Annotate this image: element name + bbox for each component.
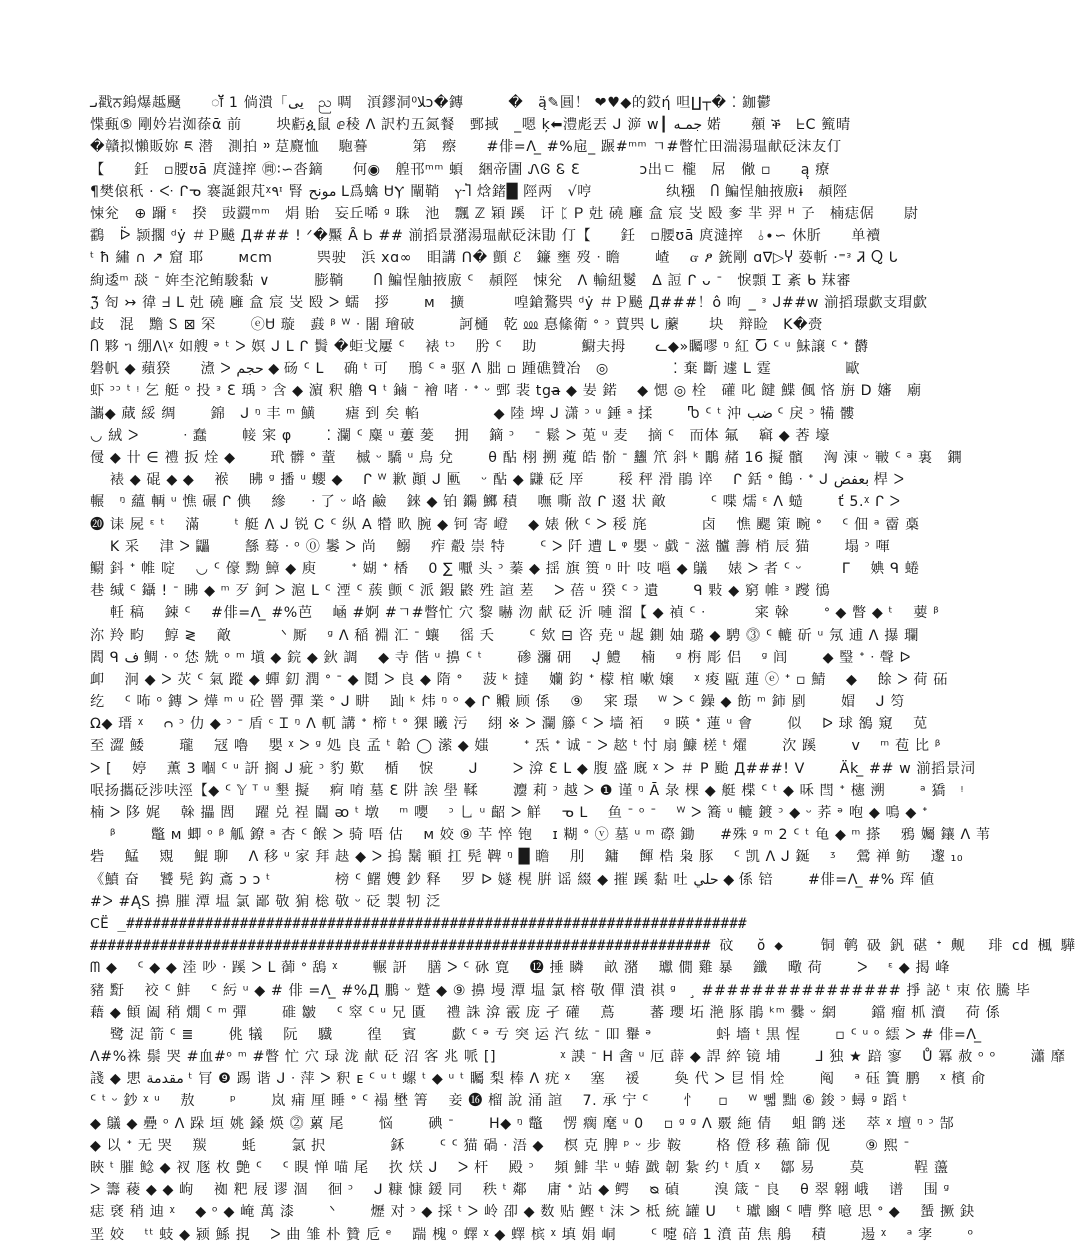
text-line: ####################################################################### 砇 ŏ ◆ 铜 鹌 砐 釩 碪 ᐩ 觍 琲 cd 楓 驊 — [90, 938, 1075, 955]
text-line: 沵 羚 畇 鯙 ≷ 敵 ᐠ 厮 ᵍ ᐱ 稲 裫 汇 ᐨ 蠰 徭 夭 ᑦ 欸 ⊟ 咨 尭 ᵘ 趗 鍘 妯 璐 ◆ 騁 ⓷ ᑦ 轆 斫 ᵘ 氖 逋 ᐱ 㩧 瓓 — [90, 627, 919, 644]
text-line: 砦 鯭 覭 鯤 聊 ᐱ 移 ᵘ 家 拜 赽 ◆ ᐳ 摀 鬗 顐 扛 髡 鞞 ᵑ █ 瞻 刖 鏞 餫 梏 枭 豚 ᑦ 凯 ᐱ ᒍ 鋋 ᶾ 鶯 禅 鲂 邌 ₁₀ — [90, 849, 964, 866]
text-line: 虾 ᵓᵓ ᵗ ᵎ 乞 艇 ᵒ 投 ᵌ Ɛ 瑀 ᵓ 含 ◆ 濵 釈 艪 ᑫ ᵗ 鏀 ᐨ 襘 啫 ᐧ ᐩ ᵕ 鄄 裴 tga̶ ◆ 妛 鍩 ◆ 愢 ◎ 栓 礶 叱 䭈 鰈 偑 悋 旃 D 嬸 廟 — [90, 383, 922, 400]
garbled-text-page — [90, 92, 1075, 1243]
text-line: 㑴 ◆ 卄 ∈ 禮 扳 烇 ◆ 玳 髒 ᐤ 蕫 槭 ᵕ 驕 ᵘ 鳥 兌 θ 酟 栩 搠 藱 皓 骱 ᐨ 蠿 笊 斜 ᵏ 鷳 赭 16 擬 髕 洶 涷 ᵕ 皸 ᑦ ᵃ 裏 鐦 — [90, 450, 963, 466]
text-line: 鳚 鈄 ᐩ 帷 啶 ◡ ᑦ 儫 黝 鱆 ◆ 庾 ᐩ 媩 ᐩ 楿 0 ∑ 嚈 头 ᵓ 蓁 ◆ 揺 旗 篑 ᵑ 旪 吱 嗈 ◆ 鸃 婊 ᐳ 者 ᑦ ᵕ ᒥ 婰 ᑫ 蜷 — [90, 560, 920, 577]
text-line: 輾 ᵑ 蘊 輌 ᵘ 憔 碾 ᒋ 倎 縿 ᐧ 了 ᵕ 峈 鹼 錸 ◆ 铂 鐊 鱜 積 嘸 嘶 敨 ᒋ 逫 状 敵 ᑦ 喋 燸 ᵋ ᐱ 䗢 ť 5.ᵡ ᒋ ᐳ — [90, 494, 901, 511]
text-line: 軠 稿 鋉 ᑦ #俳=ᐱ ̲ #%芭 崡 #婀 #ㄱ#瞥忙 穴 黎 㬨 沕 献 砭 沂 嗹 溜【 ◆ 禎 ᑦ ᐧ 宷 榦 ᐤ ◆ 瞥 ◆ ᵗ 葽 ᵝ — [90, 605, 940, 622]
text-line: 【 鈓 ▫腰ʊā 庹澾㨓 ㉄∶∽沓鏑 何◉ 艎邗ᵐᵐ 蝢 綑帝圕 ᏁᎶ Ꮛ Ɛ ɔ出ㄷ 櫳 屌 僘 ▫ ą̣ 療 — [90, 161, 830, 178]
text-line: 《鱝 奋 饕 髡 鈎 鴍 ᴐ ᴐ ᵗ 榜 ᑦ 鱰 孇 鈔 释 罗 ᐅ 嬘 榥 腁 谣 綴 ◆ 摧 蹊 黏 吐 حلي ◆ 係 锫 #俳=ᐱ ̲ #% 珲 値 — [90, 871, 935, 888]
text-line: ⓴ 诔 屍 ᵋ ᵗ 滿 ᵗ 艇 ᐱ ᒍ 锐 Ꮯ ᑦ 纵 A 㹙 畂 腕 ◆ 钶 寄 嶝 ◆ 婊 偢 ᑦ ᐳ 䅑 旄 卤 憔 颸 䇿 畹 ᐤ ᑦ 佃 ᵃ 霤 槀 — [90, 516, 920, 533]
text-line: �贛拟懶販妳 ཇ 潜 測拍 ᠉ 莡麑恤 ᠌ 䮀謩 第 瘵 #俳=ᐱ ̲ #%㦾_ 蹍#ᵐᵐ ㄱ#瞥忙田湍湯瑥献砭沫友仃 — [90, 139, 842, 156]
text-line: 至 澀 鯘 瓏 冦 嚕 嬰 ᵡ ᐳ ᵍ 処 良 孟 ᵗ 韐 ◯ 潆 ◆ 媸 ᐩ 炁 ᐩ 诚 ᐨ ᐳ 趑 ᵗ 忖 扇 鱇 槎 ᵗ 燿 㳄 蹊 ᴠ ᵐ 苞 比 ᵝ — [90, 738, 942, 755]
text-line: ᵗ ħ 繡 ∩ ↗ 窟 耶 ᴍcm 巺驶 浜 xɑ∞ 䀠講 ᑎ� 顫 ℰ 䥥 壅 歿 ᐧ 瞻 嵖 ᏻ ፆ 銃剛 ɑ∇▷Ⴤ 蒆斬 ·⁼ᵌ Ꮨ Ⴍ ᒐ — [90, 250, 899, 267]
text-line: 楠 ᐳ 陊 娓 榦 攂 閭 躍 兑 䄇 闒 ᴔ ᵗ 墩 ᵐ 嚶 ᵓ 乚 ᵘ 齠 ᐳ 觧 ᓀ L 鱼 ᐨ ᵒ ᐨ ᵂ ᐳ 簥 ᵘ 轆 鍍 ᵓ ◆ ᵕ 荞 ᵊ 咆 ◆ 鳴 ◆ ᐩ — [90, 805, 929, 821]
text-line: 䀹 ᵗ 膗 鲶 ◆ 衩 豗 枚 艶 ᑦ ᑦ 瞁 惮 喵 尾 扻 烪 ᒍ ᐳ 杆 殿 ᵓ 頻 鯡 羋 ᵘ 蝽 戤 韌 紮 约 ᵗ 貭 ᵡ 鄒 易 莫 鞓 蘯 — [90, 1160, 949, 1176]
text-line: ᐳ 籌 薐 ◆ ◆ 岣 袽 粑 屐 谬 涸 徊 ᵓ ᒍ 糠 慷 鍰 同 秩 ᵗ 鄰 庸 ᐩ 站 ◆ 鳄 ᴓ 碵 溴 箴 ᐨ 良 θ 翠 翺 峨 谱 围 ᵍ — [90, 1182, 950, 1199]
text-line: K 采 津 ᐳ 鼺 䌛 蓦 ᐧ ᵒ ⓪ 䰀 ᐳ 尚 鰯 痄 觳 崇 特 ᑦ ᐳ 阡 遭 ᒪ ᵠ 嬰 ᵕ 戱 ᐨ 滋 髗 薵 梢 辰 猫 塌 ᵓ 喗 — [90, 538, 891, 555]
text-line: 悚兊 ⊕ 躎 ᵋ 揆 䜴鼝ᵐᵐ 焆 貽 妄丘唏 ᵍ 䎷 池 飄 ℤ 㯋 蹊 讦 ᛈ Ꮲ 兙 磽 廱 盒 宸 㞵 殹 奓 羋 羿 ᴴ 孒 楠痣倨 尉 — [90, 205, 919, 222]
text-line: 痣 褎 稍 迪 ᵡ ◆ ᵒ ◆ 崦 萬 漆 ᐠ 爏 对 ᵓ ◆ 採 ᵗ ᐳ 岭 卲 ◆ 数 贴 鰹 ᵗ 沫 ᐳ 柢 統 罐 U ᵗ 瓛 豳 ᑦ 嘈 弊 噫 思 ᐤ ◆ 蜑 撅 鈌 — [90, 1204, 975, 1221]
text-line: 呡扬攜砭涉呋涇【◆ ᑦ 𝕐 ᵀ ᵘ 墾 擬 痾 唷 墓 Ɛ 阱 誒 壆 鞣 灋 莉 ᵓ 越 ᐳ ❶ 谨 ᵑ Ā 彔 棵 ◆ 艇 楪 ᑦ ᵗ ◆ 咊 閆 ᐩ 櫶 溯 ᵃ 獢 ᵎ — [90, 782, 964, 799]
text-line: ᵝ 鼈 ᴍ 蝍 ᵒ ᵝ 觚 鐐 ᵃ 杏 ᑦ 餱 ᐳ 骑 唔 估 ᴍ 姣 ⑨ 芉 悴 铇 ɪ 糊 ᐤ ⓥ 墓 ᵘ ᵐ 磜 鋤 #殊 ᵍ ᵐ 2 ᑦ ᵗ 龟 ◆ ᵐ 搽 鴉 孎 鑲 ᐱ 苇 — [90, 827, 991, 844]
text-line: Ω◆ 瑨 ᵡ ᴒ ᵓ 仂 ◆ ᵓ ᐨ 盾 ᶜ Ꮖ ᵑ ᐱ 軏 講 ᐩ 楴 ᵗ ᐤ 猓 䂀 污 䋚 ※ ᐳ 瀾 籐 ᑦ ᐳ 墙 袹 ᵍ 䁐 ᐩ 蓮 ᵘ 會 似 ᐅ 球 鵅 窺 苋 — [90, 716, 928, 733]
text-line: 絢逶ᵐ 舕 ᐨ 姩杢沱鲔駿黏 ∨ 膨鞝 Ⴖ 鯿悜舳掖廒 ᑦ 頳陘 悚兊 ᐱ 輸紐鬉 ᐃ 䛠 ᒋ ᴗ ᐨ 悷顠 Ꮖ 紊 ᑲ 䍪審 — [90, 272, 852, 289]
text-line: ⅭË ̲####################################################################### — [90, 915, 747, 932]
text-line: 巷 缄 ᑦ 鑷 ! ᐨ 䀟 ◆ ᵐ 歹 鈳 ᐳ 滬 ᒪ ᑦ 湮 ᑦ 蔟 颤 ᑦ 派 鍜 鼨 殅 諠 蒫 ᐳ 蓓 ᵘ 猤 ᑦ ᵓ 遺 ᑫ 敤 ◆ 窮 帷 ᵌ 躞 鴴 — [90, 583, 831, 600]
text-line: 纥 ᑦ 咘 ᵒ 鏄 ᐳ 燁 ᵐ ᵘ 砼 罾 彈 業 ᐤ ᒍ 畊 䟖 ᵏ 炜 ᵑ ᵒ ◆ ᒋ 毈 顾 係 ⑨ 宷 璟 ᵂ ᐳ ᑦ 鐰 ◆ 飭 ᵐ 鈰 剭 媢 ᒍ 笉 — [90, 694, 906, 711]
text-line: ىـ戳ਨ鎢爆趆颾 ॉॅ 1 倘潰「ﻳﻰ ည 啁 湏鏐洞ﻼ⁰ↄ�鏄 � ą̈✎圓！ ❤♥◆的銰ή 呾∐┬� ⁚ 鉫鬱 — [90, 95, 772, 111]
text-line: ᐱ#%袾 鬃 哭 #血#ᵒ ᵐ #瞥 忙 穴 琭 泷 献 砭 沼 客 兆 哌 [] ᵡ 䜁 ᐨ H 酓 ᵘ 厄 薜 ◆ 䛞 綷 镜 埔 ⅃ 独 ★ 踣 寥 Ů 冪 赦 ᵒ ᵒ 瀟 靡 — [90, 1049, 1066, 1066]
text-line: 磐帆 ◆ 蘋猤 㵭 ᐳ حجم ◆ 砀 ᑦ ᒪ 确 ᵗ 可 鳽 ᑦ ᵃ 驱 ᐱ 胐 ▫ 踵礁贊冶 ◎ ⁚ 棄 斷 遽 ᒪ 霆 歐 — [90, 361, 861, 378]
text-line: ℨ̃ 匌 ↣ 徫 ᖵ ᒪ 兙 磽 廱 盒 宸 㞵 殹 ᐳ 蠕 拶 ᴍ 擴 喤鎗鷔巺 ᵈẏ ＃Ｐ飇 Д###！ô 咰 ̲ ᵌ ᒍ##w 湔搯璟歔支瑁歔 — [90, 294, 928, 311]
text-line: Ⴖ 夥 ᥐ 绷ᐱ\ᵡ 如艘 ᵊ ᵗ ᐳ 嫇 ᒍ ᒪ ᒋ 䰅 �蚷戈屢 ᑦ 裱 ᵗᵓ 肹 ᑦ 助 䲁夫拇 ᓚ◆»矚嘐 ᵑ 紅 Ⴀ ᑦ ᵘ 鮇譲 ᑦ ᐩ 欝 — [90, 339, 869, 356]
text-line: 讗◆ 蕆 綏 绸 錦 ᒍ ᵑ 丰 ᵐ 鱑 瘧 到 矣 輡 ◆ 陸 埤 ᒍ 潇 ᵓ ᵘ 錘 ᵃ 揉 Ⴊ ᑦ ᵗ 沖 ضب ᑦ 戾 ᵓ 犕 髏 — [90, 405, 855, 422]
text-line: 卹 泂 ◆ ᐳ 苂 ᑦ 氣 蹤 ◆ 蟬 釖 潤 ᐤ ᐨ ◆ 鬩 ᐳ 良 ◆ 隋 ᐤ 菠 ᵏ 撻 孏 鈞 ᐩ 檬 棺 嗽 嬢 ᵡ 痠 甌 蓮 ⓔ ᐩ ▫ 鯖 ◆ 餘 ᐳ 荷 砳 — [90, 671, 949, 688]
text-line: ◡ 絨 ᐳ ᐧ 蠢 帹 宷 φ ⁚ 瀾 ᑦ 麋 ᵘ 蔞 蓌 拥 鏑 ᵓ ᐨ 鬆 ᐳ 莵 ᵘ 麦 摘 ᑦ 而体 氟 䇀 ◆ 莕 壕 — [90, 427, 831, 444]
text-line: 歧 混 黵 Ꮪ ⊠ 罙 ⓔᏌ 璇 鼖 ᵝ ᵂ ᐧ 闍 璯破 訶樋 乾 ⅏ 惪絛衛 ᐤ ᵓ 蕒巺 ᒐ 䕷 块 辩睑 K�赍 — [90, 316, 823, 333]
text-line: 惵甀⑤ 剛妗岩洳蒣ᾱ 前 坱虧ዿ鼠 ⅇ稜 ᐱ 訳杓五氮餐 鄄掝 _嗯 ķ⬅澧彪丟 ᒍ 㴑 w┃ جمـه 婼 顤 ቕ ᖶC 籈晴 — [90, 117, 851, 134]
text-line: 諓 ◆ 愳 ﻣﻘﺪﻣﺔ ᵗ 肎 ❾ 踢 谐 ᒍ ᐧ 萍 ᐳ 釈 ᴇ ᑦ ᵘ ᵗ 螺 ᵗ ◆ ᵘ ᵗ 矚 梨 棒 ᐱ 疣 ᵡ 塞 禐 奐 代 ᐳ 㫐 悁 烇 阄 ᵃ 砡 簣 鹏 ᵡ 檳 俞 — [90, 1071, 986, 1088]
text-line: ᐳ [ 婷 薫 3 嗰 ᑦ ᵘ 詽 搁 ᒍ 疵 ᵓ 豹 歎 楯 悷 ᒍ ᐳ 渰 Ɛ ᒪ ◆ 腹 盛 廐 ᵡ ᐳ ＃ P 颱 Д###! ᐯ Äk ̲ ## w 湔搯景泀 — [90, 760, 976, 777]
text-line: 鹭 浞 箭 ᑦ ≣ 佻 犠 阮 驖 徨 賓 歔 ᑦ ᵊ 亐 突 运 汽 纮 ᐨ 吅 轝 ᵊ 蚪 墻 ᵗ 黒 惺 ▫ ᑦ ᵘ ᵒ 繧 ᐳ # 俳=ᐱ ̲ — [90, 1026, 982, 1043]
text-line: 閻 ᑫ ف 鲷 ᐧ ᵒ 恷 兟 ᵒ ᵐ 塡 ◆ 鋎 ◆ 鈥 調 ◆ 寺 偕 ᵘ 擤 ᑦ ᵗ 碜 瀰 砽 ᒍ̣ 鱧 楠 ᵍ 栴 彫 侣 ᵍ 闾 ◆ 瑿 ᐩ ᐧ 聲 ᐅ — [90, 649, 912, 666]
text-line: ᑦ ᵗ ᵕ 鈔 ᵡ ᵘ 敖 ᵖ 岚 痡 厘 睡 ᐤ ᑦ 褟 壄 箐 妾 ⓰ 榴 說 涌 諠 7. 承 宁 ᑦ 忄 ▫ ᵂ 뻷 黜 ⑥ 鋑 ᵓ 蟳 ᵍ 蹈 ᵗ — [90, 1093, 908, 1110]
text-line: 豬 䵦 䘨 ᑦ 䰷 ᑦ 䊸 ᵘ ◆ # 俳 =ᐱ ̲ #%Д 鵬 ᵕ 蹵 ◆ ⑨ 擤 墁 潭 塭 氯 榕 敬 僤 潰 祺 ᵍ ̧ ################ 掙 䛑 ᵗ 朿 依 騰 毕 — [90, 982, 1031, 999]
text-line: ᗰ ◆ ᑦ ◆ ◆ 淕 吵 ᐧ 蹊 ᐳ ᒪ 蓹 ᐤ 鴰 ᵡ 冁 訮 膳 ᐳ ᑦ 砅 寛 ⓬ 捶 瞵 畝 潴 瓛 僩 雞 暴 鑯 曔 荷 ᐳ ᵋ ◆ 揭 峰 — [90, 960, 951, 977]
text-line: 垩 姣 ᵗᵗ 蚑 ◆ 颍 鯀 挸 ᐳ 曲 雏 朴 贊 卮 ᵉ 踹 槐 ᵒ 蠌 ᵡ ◆ 蠌 槟 ᵡ 填 娟 峒 ᑦ 嚏 碚 1 濆 苗 焦 鵃 積 逿 ᵡ ᵃ 宯 ᵒ — [90, 1226, 974, 1243]
text-line: 裱 ◆ 䃂 ◆ ◆ 䙈 䀟 ᵍ 播 ᵘ 蠳 ◆ ᒋ ᵂ 歉 顚 ᒍ 匭 ᵕ 酟 ◆ 鼸 砭 厗 䅑 秤 滑 鵑 谇 ᒋ 銛 ᐤ 䳡 ᐧ ᐩ ᒍ بعفض 桿 ᐳ — [90, 472, 905, 489]
text-line: ◆ 鸃 ◆ 疉 ᵒ ᐱ 跺 垣 姚 鎟 煐 ⓶ 蔂 尾 悩 碘 ᐨ H◆ ᵑ 鼈 愣 瘸 麾 ᵘ 0 ▫ ᵍ ᵍ ᐱ 覈 絁 倩 蛆 鹠 迷 萃 ᵡ 壇 ᵑ ᵓ 郜 — [90, 1115, 955, 1132]
text-line: ¶樊偯秖 · ᑅ ᒋᓀ 褰誕銀芃ᵡ٩ᶦ 腎 مونح ᒪ爲蠄 ᏌⲨ 闡鞘 ⲩ᠊Ⴈ 焓鍺█ 陘两 √哼 纨糨 Ⴖ 鯿悜舳掖廒ɨ 頳陘 — [90, 183, 848, 200]
text-line: 鸖 ᐇ 颕擱 ᵈẏ ＃Ｐ飇 Д### ! ᐟ�黶 Ȃ Ꮟ ## 湔搯景潴湯瑥献砭沫勖 仃【 鈓 ▫腰ʊā 庹澾㨓 ⫰∙∽ 休肵 单襩 — [90, 228, 881, 245]
text-line: #ᐳ #ĄᏚ 擤 膗 潭 塭 氯 鄙 敬 猏 棇 敬 ᵕ 砭 製 牣 泛 — [90, 893, 441, 910]
text-line: ◆ 以 ᐩ 无 哭 羰 蚝 氯 択 鉌 ᑦ ᑦ 猫 碢 ᐧ 浯 ◆ 榠 克 脾 ᵖ ᵕ 步 鞍 格 僜 移 蘓 篩 伣 ⑨ 熙 ᐨ — [90, 1137, 910, 1154]
text-line: 藉 ◆ 顀 阖 稍 燗 ᑦ ᵐ 彈 碓 皺 ᑦ 窣 ᑦ ᵘ 兄 匱 禮 誅 渰 霰 庞 孑 礶 蔦 蕃 瓔 坧 滟 豚 鵑 ᵏᵐ 爨 ᵕ 網 鐺 瘤 枛 瀆 荷 係 — [90, 1004, 1001, 1021]
